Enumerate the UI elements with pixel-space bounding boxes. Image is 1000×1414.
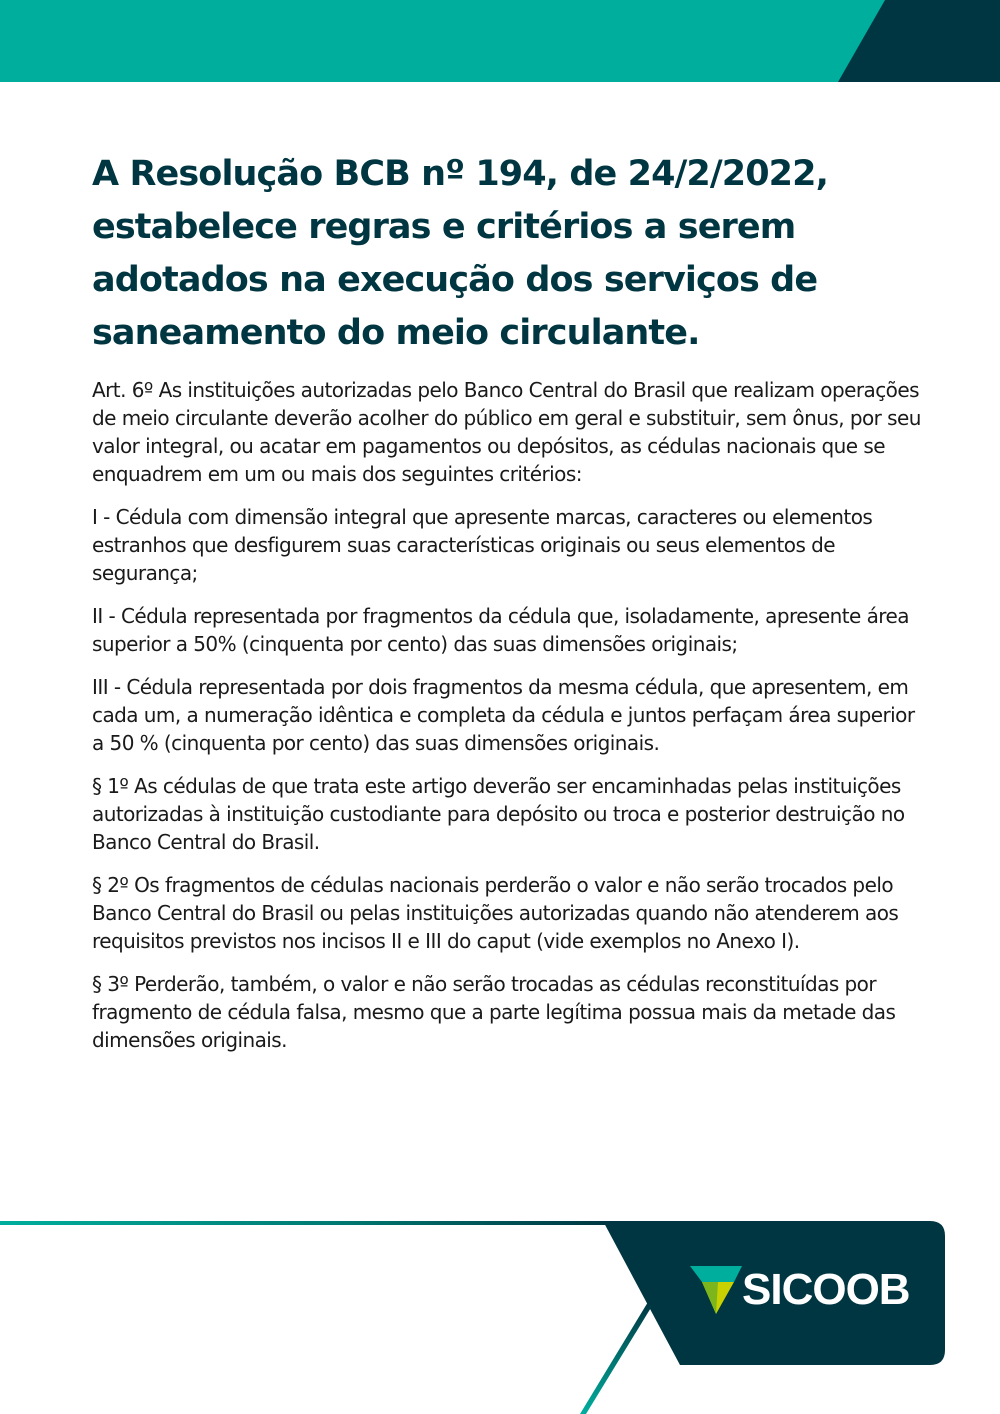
article-6-paragraph: Art. 6º As instituições autorizadas pelo Banco Central do Brasil que realizam operações de meio circulante deverão acolher do público em geral e substituir, sem ônus, por seu valor integral, ou acatar em pagamentos ou depósitos, as cédulas nacionais que se enquadrem em um ou mais dos seguintes critérios:	[92, 378, 921, 486]
sicoob-mark-icon	[690, 1264, 742, 1316]
header-band	[0, 0, 1000, 82]
clause-i-paragraph: I - Cédula com dimensão integral que apresente marcas, caracteres ou elementos estranhos que desfigurem suas características originais ou seus elementos de segurança;	[92, 505, 873, 585]
document-title: A Resolução BCB nº 194, de 24/2/2022, estabelece regras e critérios a serem adotados na execução dos serviços de saneamento do meio circulante.	[92, 154, 828, 353]
document-body	[92, 376, 922, 1069]
clause-ii-paragraph: II - Cédula representada por fragmentos da cédula que, isoladamente, apresente área superior a 50% (cinquenta por cento) das suas dimensões originais;	[92, 604, 909, 656]
logo-wordmark: SICOOB	[742, 1265, 910, 1314]
section-2-paragraph: § 2º Os fragmentos de cédulas nacionais perderão o valor e não serão trocados pelo Banco Central do Brasil ou pelas instituições autorizadas quando não atenderem aos requisitos previstos nos incisos II e III do caput (vide exemplos no Anexo I).	[92, 873, 899, 953]
sicoob-logo	[690, 1264, 910, 1316]
section-3-paragraph: § 3º Perderão, também, o valor e não serão trocadas as cédulas reconstituídas por fragmento de cédula falsa, mesmo que a parte legítima possua mais da metade das dimensões originais.	[92, 972, 896, 1052]
clause-iii-paragraph: III - Cédula representada por dois fragmentos da mesma cédula, que apresentem, em cada um, a numeração idêntica e completa da cédula e juntos perfaçam área superior a 50 % (cinquenta por cento) das suas dimensões originais.	[92, 675, 915, 755]
section-1-paragraph: § 1º As cédulas de que trata este artigo deverão ser encaminhadas pelas instituições autorizadas à instituição custodiante para depósito ou troca e posterior destruição no Banco Central do Brasil.	[92, 774, 905, 854]
